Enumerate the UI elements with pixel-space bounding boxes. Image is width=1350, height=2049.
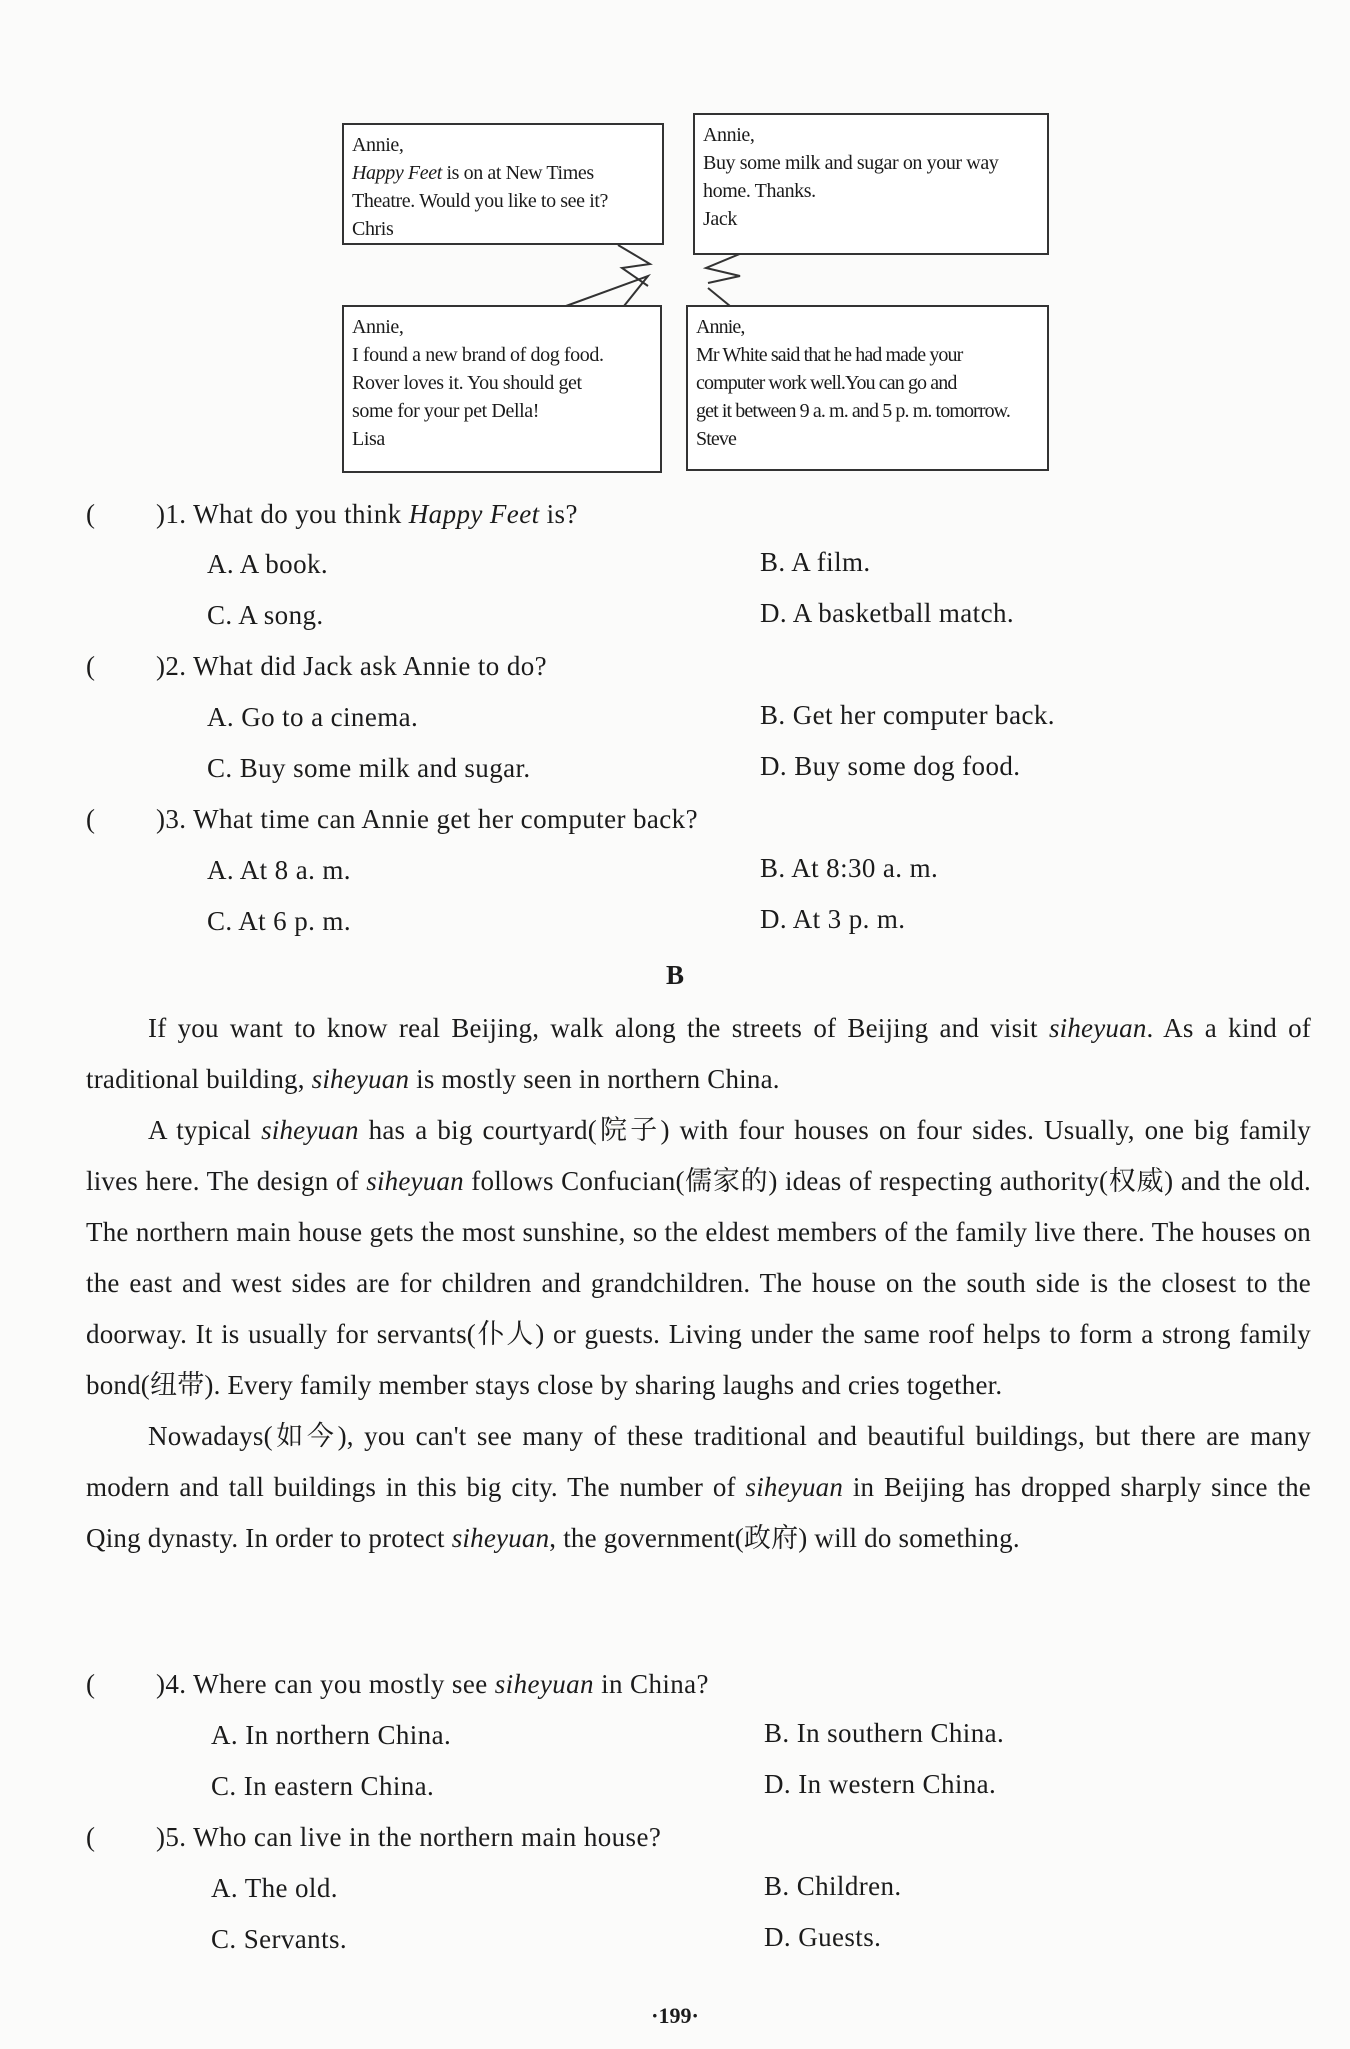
reading-passage xyxy=(86,1003,1311,1564)
q3-option-c: C. At 6 p. m. xyxy=(207,906,351,936)
q4-option-a: A. In northern China. xyxy=(211,1720,452,1750)
page-number: ·199· xyxy=(651,2003,699,2028)
note-lisa xyxy=(342,305,662,473)
q2-option-a: A. Go to a cinema. xyxy=(207,702,419,732)
note-steve-line1: Mr White said that he had made your xyxy=(696,344,963,366)
note-jack-line1: Buy some milk and sugar on your way xyxy=(703,152,999,174)
q5-option-c: C. Servants. xyxy=(211,1924,348,1954)
note-steve-from: Steve xyxy=(696,428,736,450)
note-jack-from: Jack xyxy=(703,208,737,230)
q3-option-b: B. At 8:30 a. m. xyxy=(760,853,939,883)
answer-blank[interactable]: ( xyxy=(86,804,96,834)
q1-option-d: D. A basketball match. xyxy=(760,598,1015,628)
note-lisa-line3: some for your pet Della! xyxy=(352,400,540,422)
question-2: ( )2. What did Jack ask Annie to do? xyxy=(86,651,548,681)
note-chris-to: Annie, xyxy=(352,134,404,156)
q3-option-d: D. At 3 p. m. xyxy=(760,904,906,934)
paragraph-1: If you want to know real Beijing, walk along the streets of Beijing and visit siheyuan. As a kind of traditional building, siheyuan is mostly seen in northern China. xyxy=(86,1013,1311,1094)
q4-option-b: B. In southern China. xyxy=(764,1718,1005,1748)
q1-option-b: B. A film. xyxy=(760,547,871,577)
note-steve-line2: computer work well.You can go and xyxy=(696,372,957,394)
jack-note-tail-outline xyxy=(706,253,742,283)
note-lisa-to: Annie, xyxy=(352,316,404,338)
note-steve xyxy=(686,305,1049,471)
steve-note-tail-outline xyxy=(708,288,760,306)
film-title: Happy Feet xyxy=(408,499,540,529)
note-jack xyxy=(693,113,1049,255)
question-3: ( )3. What time can Annie get her computer back? xyxy=(86,804,698,834)
note-lisa-from: Lisa xyxy=(352,428,385,450)
question-1: ( )1. What do you think Happy Feet is? xyxy=(86,499,578,529)
q5-option-b: B. Children. xyxy=(764,1871,902,1901)
q4-option-d: D. In western China. xyxy=(764,1769,997,1799)
q2-option-d: D. Buy some dog food. xyxy=(760,751,1021,781)
note-jack-to: Annie, xyxy=(703,124,755,146)
note-lisa-line1: I found a new brand of dog food. xyxy=(352,344,604,366)
q3-option-a: A. At 8 a. m. xyxy=(207,855,351,885)
question-4: ( )4. Where can you mostly see siheyuan in China? xyxy=(86,1669,709,1699)
note-steve-line3: get it between 9 a. m. and 5 p. m. tomorrow. xyxy=(696,400,1011,422)
q1-option-c: C. A song. xyxy=(207,600,324,630)
note-chris xyxy=(342,123,664,245)
q5-option-a: A. The old. xyxy=(211,1873,338,1903)
q2-option-b: B. Get her computer back. xyxy=(760,700,1055,730)
q2-option-c: C. Buy some milk and sugar. xyxy=(207,753,531,783)
film-title: Happy Feet xyxy=(352,162,442,184)
paragraph-2: A typical siheyuan has a big courtyard(院子) with four houses on four sides. Usually, one big family lives here. The design of siheyuan follows Confucian(儒家的) ideas of respecting authority(权威) and the old. The northern main house gets the most sunshine, so the eldest members of the family live there. The houses on the east and west sides are for children and grandchildren. The house on the south side is the closest to the doorway. It is usually for servants(仆人) or guests. Living under the same roof helps to form a strong family bond(纽带). Every family member stays close by sharing laughs and cries together. xyxy=(86,1115,1311,1400)
note-chris-line2: Theatre. Would you like to see it? xyxy=(352,190,609,212)
lisa-note-tail-outline xyxy=(566,276,648,306)
q4-option-c: C. In eastern China. xyxy=(211,1771,435,1801)
paragraph-3: Nowadays(如今), you can't see many of these traditional and beautiful buildings, but there are many modern and tall buildings in this big city. The number of siheyuan in Beijing has dropped sharply since the Qing dynasty. In order to protect siheyuan, the government(政府) will do something. xyxy=(86,1421,1311,1553)
answer-blank[interactable]: ( xyxy=(86,1822,96,1852)
note-callouts xyxy=(0,0,1350,480)
note-chris-line1: Happy Feet is on at New Times xyxy=(352,162,594,184)
note-jack-line2: home. Thanks. xyxy=(703,180,816,202)
note-steve-to: Annie, xyxy=(696,316,745,338)
q1-option-a: A. A book. xyxy=(207,549,329,579)
answer-blank[interactable]: ( xyxy=(86,1669,96,1699)
answer-blank[interactable]: ( xyxy=(86,651,96,681)
note-chris-from: Chris xyxy=(352,218,394,240)
answer-blank[interactable]: ( xyxy=(86,499,96,529)
question-5: ( )5. Who can live in the northern main house? xyxy=(86,1822,662,1852)
section-heading: B xyxy=(665,960,684,990)
q5-option-d: D. Guests. xyxy=(764,1922,882,1952)
note-lisa-line2: Rover loves it. You should get xyxy=(352,372,582,394)
